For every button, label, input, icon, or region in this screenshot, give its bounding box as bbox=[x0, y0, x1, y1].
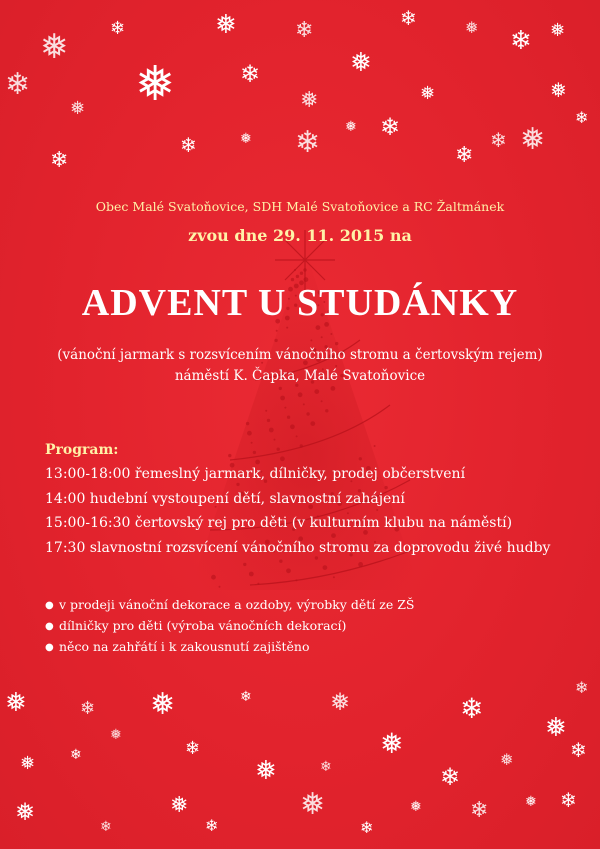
snowflake-icon: ❅ bbox=[300, 787, 326, 822]
snowflake-icon: ❅ bbox=[525, 794, 537, 810]
snowflake-icon: ❅ bbox=[520, 122, 546, 157]
snowflake-icon: ❅ bbox=[380, 727, 404, 760]
note-text: v prodeji vánoční dekorace a ozdoby, výrobky dětí ze ZŠ bbox=[59, 597, 415, 612]
program-list bbox=[45, 462, 550, 560]
snowflake-icon: ❅ bbox=[150, 687, 176, 722]
program-item: 14:00 hudební vystoupení dětí, slavnostní zahájení bbox=[45, 490, 405, 507]
snowflake-icon: ❅ bbox=[330, 688, 351, 716]
snowflake-icon: ❅ bbox=[410, 799, 422, 815]
event-subtitle bbox=[0, 345, 600, 387]
snowflake-icon: ❄ bbox=[80, 698, 96, 719]
snowflake-icon: ❄ bbox=[185, 738, 201, 759]
event-location: náměstí K. Čapka, Malé Svatoňovice bbox=[174, 368, 426, 384]
snowflake-icon: ❄ bbox=[560, 788, 577, 812]
snowflake-icon: ❅ bbox=[170, 793, 189, 818]
snowflake-icon: ❄ bbox=[490, 128, 507, 152]
note-text: něco na zahřátí i k zakousnutí zajištěno bbox=[59, 639, 310, 654]
snowflake-icon: ❄ bbox=[240, 60, 261, 88]
snowflake-icon: ❅ bbox=[255, 756, 277, 786]
snowflake-icon: ❄ bbox=[380, 113, 401, 141]
snowflake-icon: ❄ bbox=[510, 26, 532, 56]
snowflake-icon: ❄ bbox=[575, 678, 589, 697]
snowflake-icon: ❄ bbox=[570, 738, 587, 762]
program-heading: Program: bbox=[45, 442, 119, 458]
snowflake-icon: ❄ bbox=[180, 133, 197, 157]
snowflake-icon: ❄ bbox=[70, 747, 82, 763]
snowflake-icon: ❄ bbox=[5, 67, 31, 102]
snowflake-icon: ❅ bbox=[500, 750, 514, 769]
organizers-text: Obec Malé Svatoňovice, SDH Malé Svatoňovice a RC Žaltmánek bbox=[95, 199, 505, 214]
program-item: 15:00-16:30 čertovský rej pro děti (v kulturním klubu na náměstí) bbox=[45, 515, 513, 531]
snowflake-icon: ❅ bbox=[5, 688, 27, 718]
snowflake-icon: ❅ bbox=[550, 20, 566, 41]
snowflake-icon: ❅ bbox=[20, 753, 36, 774]
snowflake-icon: ❅ bbox=[215, 10, 237, 40]
bullet-icon: ● bbox=[45, 600, 54, 611]
snowflake-icon: ❄ bbox=[100, 819, 112, 835]
snowflake-icon: ❄ bbox=[470, 798, 489, 823]
snowflake-icon: ❅ bbox=[350, 48, 372, 78]
snowflake-icon: ❅ bbox=[300, 88, 319, 113]
snowflake-icon: ❄ bbox=[575, 108, 589, 127]
bullet-icon: ● bbox=[45, 621, 54, 632]
snowflake-icon: ❅ bbox=[240, 131, 252, 147]
snowflake-icon: ❅ bbox=[70, 98, 86, 119]
note-item bbox=[45, 595, 414, 616]
snowflake-icon: ❄ bbox=[440, 763, 461, 791]
snowflake-icon: ❄ bbox=[360, 818, 374, 837]
note-text: dílničky pro děti (výroba vánočních dekorací) bbox=[59, 618, 347, 633]
notes-list bbox=[45, 595, 414, 658]
snowflake-icon: ❄ bbox=[50, 148, 69, 173]
snowflake-icon: ❄ bbox=[240, 689, 252, 705]
snowflake-icon: ❅ bbox=[40, 27, 69, 67]
snowflake-icon: ❅ bbox=[465, 18, 479, 37]
event-title: ADVENT U STUDÁNKY bbox=[81, 282, 519, 324]
snowflake-icon: ❅ bbox=[15, 798, 36, 826]
snowflake-icon: ❄ bbox=[110, 18, 126, 39]
snowflake-icon: ❄ bbox=[320, 759, 332, 775]
snowflake-icon: ❅ bbox=[345, 119, 357, 135]
snowflake-icon: ❅ bbox=[545, 713, 567, 743]
snowflake-icon: ❄ bbox=[455, 143, 474, 168]
snowflake-icon: ❄ bbox=[460, 692, 484, 725]
note-item bbox=[45, 616, 414, 637]
bullet-icon: ● bbox=[45, 642, 54, 653]
snowflake-icon: ❅ bbox=[110, 727, 122, 743]
snowflake-icon: ❅ bbox=[135, 56, 176, 112]
snowflake-icon: ❄ bbox=[205, 816, 219, 835]
program-item: 17:30 slavnostní rozsvícení vánočního stromu za doprovodu živé hudby bbox=[45, 539, 551, 556]
program-item: 13:00-18:00 řemeslný jarmark, dílničky, prodej občerstvení bbox=[45, 466, 466, 482]
invitation-date: zvou dne 29. 11. 2015 na bbox=[188, 226, 412, 245]
event-description: (vánoční jarmark s rozsvícením vánočního stromu a čertovským rejem) bbox=[57, 347, 543, 363]
snowflake-icon: ❄ bbox=[400, 6, 417, 30]
note-item bbox=[45, 637, 414, 658]
snowflake-icon: ❄ bbox=[295, 18, 314, 43]
snowflake-icon: ❅ bbox=[550, 78, 567, 102]
snowflake-icon: ❄ bbox=[295, 125, 321, 160]
snowflake-icon: ❅ bbox=[420, 83, 436, 104]
